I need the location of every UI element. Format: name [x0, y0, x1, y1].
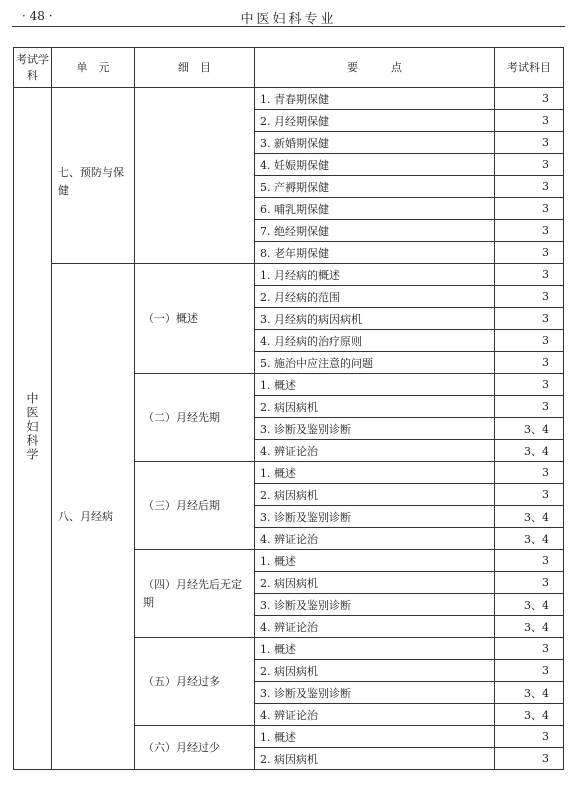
- level-cell: 3、4: [495, 616, 564, 638]
- page-header: [12, 0, 565, 28]
- level-cell: 3: [495, 352, 564, 374]
- detail-label: （三）月经后期: [143, 498, 220, 512]
- detail-label: （二）月经先期: [143, 410, 220, 424]
- col-header-unit: 单 元: [52, 48, 135, 88]
- col-header-level: 考试科目: [495, 48, 564, 88]
- book-title: 中医妇科专业: [240, 12, 337, 27]
- level-cell: 3: [495, 484, 564, 506]
- detail-label: （六）月经过少: [143, 740, 220, 754]
- header-rule: [12, 26, 565, 27]
- detail-cell: [135, 374, 255, 462]
- point-cell: 3. 诊断及鉴别诊断: [255, 682, 495, 704]
- col-header-subject: 考试学科: [14, 48, 52, 88]
- level-cell: 3: [495, 264, 564, 286]
- level-cell: 3、4: [495, 704, 564, 726]
- detail-label: （四）月经先后无定期: [143, 577, 242, 609]
- level-cell: 3: [495, 638, 564, 660]
- level-cell: 3: [495, 110, 564, 132]
- point-cell: 3. 诊断及鉴别诊断: [255, 418, 495, 440]
- level-cell: 3: [495, 88, 564, 110]
- level-cell: 3: [495, 132, 564, 154]
- syllabus-table: [13, 47, 564, 770]
- col-header-detail: 细 目: [135, 48, 255, 88]
- level-cell: 3: [495, 396, 564, 418]
- table-row: [14, 264, 564, 286]
- detail-cell: [135, 462, 255, 550]
- detail-cell: [135, 264, 255, 374]
- level-cell: 3: [495, 154, 564, 176]
- level-cell: 3: [495, 572, 564, 594]
- level-cell: 3: [495, 726, 564, 748]
- point-cell: 6. 哺乳期保健: [255, 198, 495, 220]
- point-cell: 1. 概述: [255, 550, 495, 572]
- level-cell: 3: [495, 286, 564, 308]
- point-cell: 5. 施治中应注意的问题: [255, 352, 495, 374]
- level-cell: 3: [495, 220, 564, 242]
- level-cell: 3、4: [495, 506, 564, 528]
- level-cell: 3、4: [495, 528, 564, 550]
- level-cell: 3: [495, 374, 564, 396]
- level-cell: 3: [495, 308, 564, 330]
- detail-cell: [135, 88, 255, 264]
- point-cell: 2. 病因病机: [255, 572, 495, 594]
- level-cell: 3、4: [495, 594, 564, 616]
- table-header-row: [14, 48, 564, 88]
- point-cell: 2. 病因病机: [255, 396, 495, 418]
- level-cell: 3、4: [495, 440, 564, 462]
- detail-cell: [135, 726, 255, 770]
- point-cell: 7. 绝经期保健: [255, 220, 495, 242]
- point-cell: 1. 青春期保健: [255, 88, 495, 110]
- level-cell: 3: [495, 330, 564, 352]
- point-cell: 2. 病因病机: [255, 660, 495, 682]
- point-cell: 1. 概述: [255, 726, 495, 748]
- point-cell: 2. 月经病的范围: [255, 286, 495, 308]
- point-cell: 3. 诊断及鉴别诊断: [255, 594, 495, 616]
- point-cell: 3. 诊断及鉴别诊断: [255, 506, 495, 528]
- table-row: [14, 88, 564, 110]
- detail-label: （五）月经过多: [143, 674, 220, 688]
- point-cell: 2. 月经期保健: [255, 110, 495, 132]
- detail-cell: [135, 638, 255, 726]
- detail-cell: [135, 550, 255, 638]
- unit-cell: [52, 88, 135, 264]
- point-cell: 1. 概述: [255, 462, 495, 484]
- level-cell: 3: [495, 176, 564, 198]
- level-cell: 3: [495, 660, 564, 682]
- page-number: · 48 ·: [22, 9, 53, 23]
- point-cell: 1. 概述: [255, 638, 495, 660]
- point-cell: 4. 辨证论治: [255, 704, 495, 726]
- col-header-points: 要 点: [255, 48, 495, 88]
- level-cell: 3: [495, 550, 564, 572]
- point-cell: 4. 妊娠期保健: [255, 154, 495, 176]
- point-cell: 2. 病因病机: [255, 748, 495, 770]
- level-cell: 3: [495, 242, 564, 264]
- detail-label: （一）概述: [143, 311, 198, 325]
- subject-cell: [14, 88, 52, 770]
- point-cell: 8. 老年期保健: [255, 242, 495, 264]
- point-cell: 1. 月经病的概述: [255, 264, 495, 286]
- point-cell: 3. 月经病的病因病机: [255, 308, 495, 330]
- level-cell: 3、4: [495, 682, 564, 704]
- unit-label: 八、月经病: [58, 509, 113, 523]
- point-cell: 3. 新婚期保健: [255, 132, 495, 154]
- level-cell: 3: [495, 198, 564, 220]
- level-cell: 3: [495, 462, 564, 484]
- level-cell: 3: [495, 748, 564, 770]
- level-cell: 3、4: [495, 418, 564, 440]
- point-cell: 4. 辨证论治: [255, 440, 495, 462]
- subject-label: 中医妇科学: [25, 392, 39, 462]
- unit-cell: [52, 264, 135, 770]
- point-cell: 2. 病因病机: [255, 484, 495, 506]
- point-cell: 4. 月经病的治疗原则: [255, 330, 495, 352]
- point-cell: 4. 辨证论治: [255, 528, 495, 550]
- table-body: [14, 88, 564, 770]
- unit-label: 七、预防与保健: [58, 166, 124, 197]
- point-cell: 5. 产褥期保健: [255, 176, 495, 198]
- point-cell: 4. 辨证论治: [255, 616, 495, 638]
- point-cell: 1. 概述: [255, 374, 495, 396]
